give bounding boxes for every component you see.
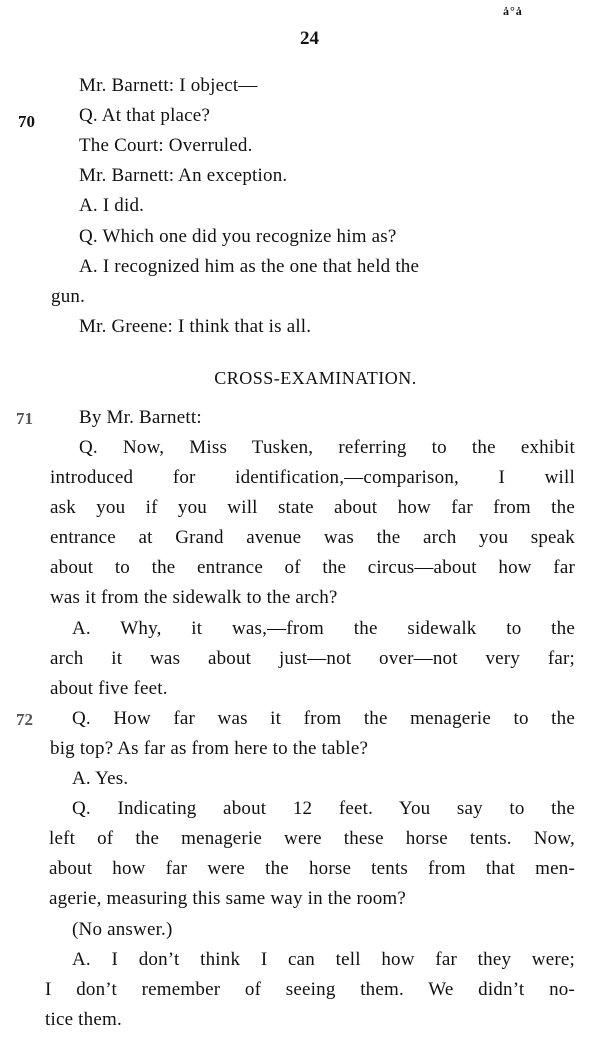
transcript-line: A. I recognized him as the one that held the <box>79 256 420 277</box>
transcript-line: Mr. Greene: I think that is all. <box>79 316 312 337</box>
transcript-line: Q. Indicating about 12 feet. You say to the <box>72 798 575 819</box>
corner-mark: ȧ°ȧ <box>503 4 523 18</box>
transcript-line: The Court: Overruled. <box>79 135 253 156</box>
margin-line-number: 70 <box>18 112 35 131</box>
transcript-line: was it from the sidewalk to the arch? <box>50 587 338 608</box>
transcript-line: A. I did. <box>79 195 145 216</box>
transcript-line: entrance at Grand avenue was the arch you speak <box>50 527 575 548</box>
transcript-line: ask you if you will state about how far from the <box>50 497 575 518</box>
transcript-line: (No answer.) <box>72 919 173 940</box>
page-number: 24 <box>300 28 319 49</box>
transcript-line: left of the menagerie were these horse tents. Now, <box>49 828 575 849</box>
transcript-line: Mr. Barnett: I object— <box>79 75 258 96</box>
transcript-line: arch it was about just—not over—not very far; <box>50 648 575 669</box>
transcript-line: By Mr. Barnett: <box>79 407 202 428</box>
transcript-line: Q. At that place? <box>79 105 211 126</box>
transcript-line: about five feet. <box>50 678 168 699</box>
transcript-line: gun. <box>51 286 86 307</box>
transcript-line: agerie, measuring this same way in the room? <box>49 888 407 909</box>
transcript-line: Q. Which one did you recognize him as? <box>79 226 397 247</box>
margin-line-number: 71 <box>16 409 33 428</box>
transcript-line: about how far were the horse tents from that men- <box>49 858 575 879</box>
margin-line-number: 72 <box>16 710 33 729</box>
section-heading: CROSS-EXAMINATION. <box>214 368 417 388</box>
transcript-line: A. Why, it was,—from the sidewalk to the <box>72 618 575 639</box>
transcript-line: Q. Now, Miss Tusken, referring to the exhibit <box>79 437 575 458</box>
transcript-line: big top? As far as from here to the table? <box>50 738 369 759</box>
transcript-line: introduced for identification,—comparison, I will <box>50 467 575 488</box>
transcript-line: A. Yes. <box>72 768 129 789</box>
transcript-line: I don’t remember of seeing them. We didn’t no- <box>45 979 575 1000</box>
transcript-line: A. I don’t think I can tell how far they were; <box>72 949 575 970</box>
transcript-line: about to the entrance of the circus—about how far <box>50 557 575 578</box>
transcript-line: Mr. Barnett: An exception. <box>79 165 288 186</box>
transcript-line: tice them. <box>45 1009 122 1030</box>
transcript-line: Q. How far was it from the menagerie to the <box>72 708 575 729</box>
